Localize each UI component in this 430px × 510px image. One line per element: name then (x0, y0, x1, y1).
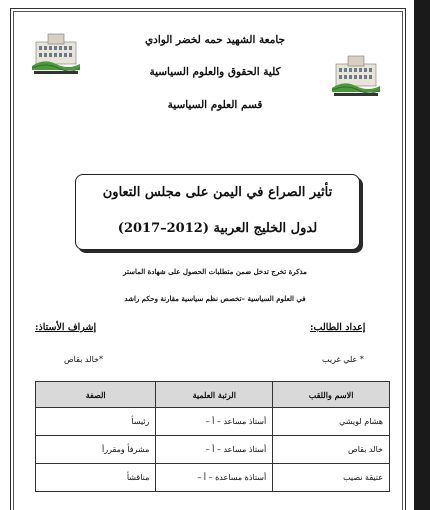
table-row (36, 436, 390, 464)
memo-line-2: في العلوم السياسية –تخصص نظم سياسية مقارنة وحكم راشد (124, 294, 306, 303)
thesis-title-line-2: لدول الخليج العربية (2012–2017) (117, 221, 318, 236)
thesis-title-line-1: تأثير الصراع في اليمن على مجلس التعاون (102, 185, 333, 200)
memo-line-1: مذكرة تخرج تدخل ضمن متطلبات الحصول على شهادة الماستر (123, 267, 307, 276)
header-name: الاسم واللقب (273, 382, 390, 408)
member-role: مناقشأ (36, 464, 156, 492)
supervisor-label: إشراف الأستاذ: (35, 322, 97, 333)
table-row (36, 464, 390, 492)
committee-table (35, 381, 390, 492)
committee-header-row (36, 382, 390, 408)
member-rank: أستاذ مساعد – أ – (156, 436, 273, 464)
header-role: الصفة (36, 382, 156, 408)
member-rank: أستاذ مساعد – أ – (156, 408, 273, 436)
student-label: إعداد الطالب: (310, 322, 366, 333)
member-role: رئيسأ (36, 408, 156, 436)
member-role: مشرفأ ومقررأ (36, 436, 156, 464)
university-name: جامعة الشهيد حمه لخضر الوادي (144, 34, 286, 46)
faculty-name: كلية الحقوق والعلوم السياسية (149, 66, 281, 78)
member-rank: أستاذة مساعدة – أ – (156, 464, 273, 492)
viewer-edge-bar (414, 0, 430, 510)
department-name: قسم العلوم السياسية (167, 99, 263, 111)
member-name: عتيقة نصيب (273, 464, 390, 492)
table-row (36, 408, 390, 436)
member-name: هشام لويشي (273, 408, 390, 436)
student-name: * علي غريب (322, 355, 364, 364)
header-rank: الرتبة العلمية (156, 382, 273, 408)
supervisor-name: *خالد بقاص (64, 355, 103, 364)
member-name: خالد بقاص (273, 436, 390, 464)
thesis-title-box (75, 174, 360, 250)
